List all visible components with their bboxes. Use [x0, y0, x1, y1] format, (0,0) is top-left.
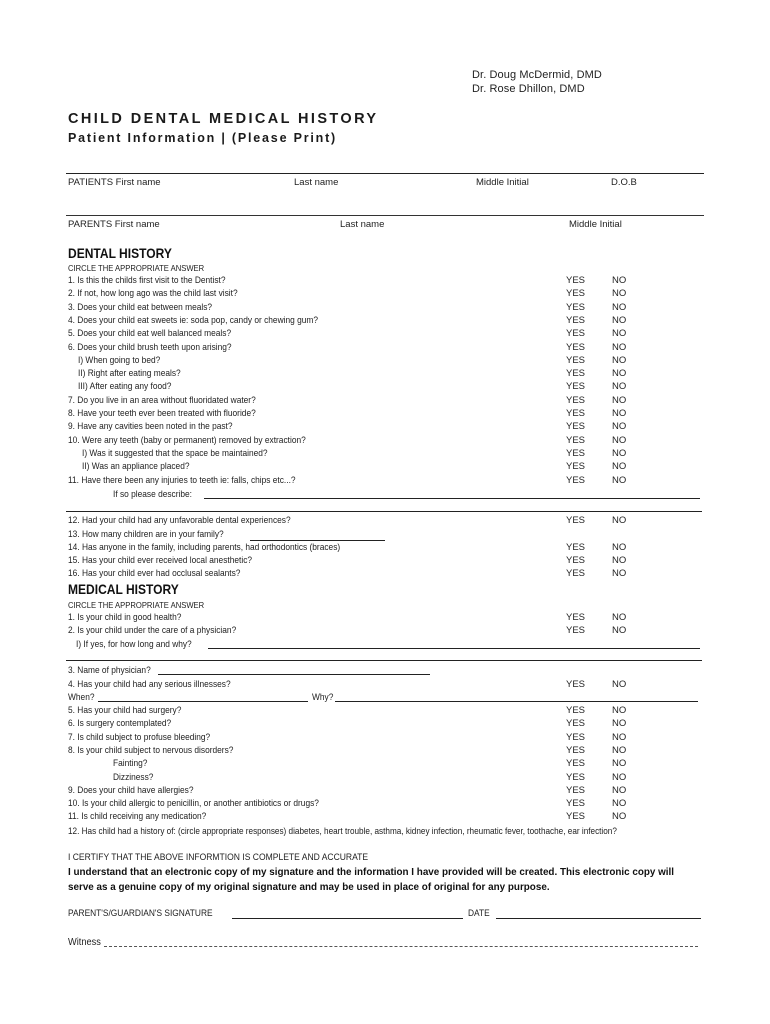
answer-no[interactable]: NO — [612, 395, 627, 406]
date-label: DATE — [468, 908, 490, 919]
answer-no[interactable]: NO — [612, 772, 627, 783]
answer-yes[interactable]: YES — [566, 772, 586, 783]
form-title: CHILD DENTAL MEDICAL HISTORY — [68, 111, 379, 127]
question-text: I) Was it suggested that the space be maintained? — [82, 448, 268, 459]
answer-yes[interactable]: YES — [566, 421, 586, 432]
answer-yes[interactable]: YES — [566, 328, 586, 339]
answer-no[interactable]: NO — [612, 328, 627, 339]
question-text: 9. Does your child have allergies? — [68, 785, 194, 796]
answer-no[interactable]: NO — [612, 408, 627, 419]
answer-yes[interactable]: YES — [566, 555, 586, 566]
medical-q1: 1. Is your child in good health? — [68, 612, 182, 623]
question-text: 1. Is this the childs first visit to the Dentist? — [68, 275, 226, 286]
divider — [66, 215, 704, 216]
physician-care-field[interactable] — [208, 648, 700, 649]
answer-no[interactable]: NO — [612, 732, 627, 743]
answer-no[interactable]: NO — [612, 288, 627, 299]
patient-dob-label: D.O.B — [611, 177, 637, 188]
answer-yes[interactable]: YES — [566, 342, 586, 353]
form-subtitle: Patient Information | (Please Print) — [68, 131, 338, 145]
answer-no[interactable]: NO — [612, 745, 627, 756]
answer-yes[interactable]: YES — [566, 785, 586, 796]
medical-history-heading: MEDICAL HISTORY — [68, 581, 179, 597]
answer-yes[interactable]: YES — [566, 745, 586, 756]
answer-no[interactable]: NO — [612, 612, 627, 623]
signature-label: PARENT'S/GUARDIAN'S SIGNATURE — [68, 908, 213, 919]
question-text: 14. Has anyone in the family, including parents, had orthodontics (braces) — [68, 542, 341, 553]
question-text: 11. Is child receiving any medication? — [68, 811, 207, 822]
answer-no[interactable]: NO — [612, 342, 627, 353]
medical-q3: 3. Name of physician? — [68, 665, 151, 676]
patient-first-name-label: PATIENTS First name — [68, 177, 161, 188]
answer-yes[interactable]: YES — [566, 435, 586, 446]
answer-yes[interactable]: YES — [566, 395, 586, 406]
doctor-name-2: Dr. Rose Dhillon, DMD — [472, 83, 585, 95]
medical-instruction: CIRCLE THE APPROPRIATE ANSWER — [68, 600, 205, 610]
answer-yes[interactable]: YES — [566, 718, 586, 729]
question-text: 6. Is surgery contemplated? — [68, 718, 172, 729]
question-text: 8. Have your teeth ever been treated with fluoride? — [68, 408, 256, 419]
date-field[interactable] — [496, 918, 701, 919]
describe-label: If so please describe: — [113, 489, 193, 500]
question-text: 10. Is your child allergic to penicillin, or another antibiotics or drugs? — [68, 798, 319, 809]
answer-yes[interactable]: YES — [566, 448, 586, 459]
question-text: 16. Has your child ever had occlusal sealants? — [68, 568, 241, 579]
answer-no[interactable]: NO — [612, 421, 627, 432]
answer-yes[interactable]: YES — [566, 798, 586, 809]
when-field[interactable] — [98, 701, 308, 702]
question-text: Fainting? — [113, 758, 148, 769]
parent-last-name-label: Last name — [340, 219, 385, 230]
answer-yes[interactable]: YES — [566, 288, 586, 299]
medical-q12: 12. Has child had a history of: (circle appropriate responses) diabetes, heart trouble, asthma, kidney infection, rheumatic fever, toothache, ear infection? — [68, 826, 617, 836]
question-text: 2. If not, how long ago was the child last visit? — [68, 288, 238, 299]
question-text: 5. Has your child had surgery? — [68, 705, 182, 716]
parent-middle-initial-label: Middle Initial — [569, 219, 622, 230]
question-text: 11. Have there been any injuries to teeth ie: falls, chips etc...? — [68, 475, 296, 486]
question-text: II) Right after eating meals? — [78, 368, 181, 379]
doctor-name-1: Dr. Doug McDermid, DMD — [472, 69, 602, 81]
answer-no[interactable]: NO — [612, 475, 627, 486]
question-text: 13. How many children are in your family? — [68, 529, 224, 540]
divider — [66, 511, 702, 512]
why-label: Why? — [312, 692, 334, 703]
answer-no[interactable]: NO — [612, 568, 627, 579]
question-text: III) After eating any food? — [78, 381, 172, 392]
dental-instruction: CIRCLE THE APPROPRIATE ANSWER — [68, 263, 205, 273]
answer-no[interactable]: NO — [612, 275, 627, 286]
answer-no[interactable]: NO — [612, 705, 627, 716]
patient-middle-initial-label: Middle Initial — [476, 177, 529, 188]
answer-yes[interactable]: YES — [566, 368, 586, 379]
dental-history-heading: DENTAL HISTORY — [68, 245, 172, 261]
question-text: I) When going to bed? — [78, 355, 161, 366]
medical-q4: 4. Has your child had any serious illnesses? — [68, 679, 231, 690]
describe-field[interactable] — [204, 498, 700, 499]
why-field[interactable] — [335, 701, 698, 702]
witness-field[interactable] — [104, 946, 698, 947]
when-label: When? — [68, 692, 95, 703]
answer-no[interactable]: NO — [612, 381, 627, 392]
question-text: 15. Has your child ever received local anesthetic? — [68, 555, 253, 566]
answer-yes[interactable]: YES — [566, 515, 586, 526]
children-count-field[interactable] — [250, 540, 385, 541]
answer-yes[interactable]: YES — [566, 732, 586, 743]
answer-no[interactable]: NO — [612, 555, 627, 566]
witness-label: Witness — [68, 936, 101, 948]
answer-yes[interactable]: YES — [566, 679, 586, 690]
question-text: Dizziness? — [113, 772, 154, 783]
medical-q2-sub: I) If yes, for how long and why? — [76, 639, 192, 650]
parent-first-name-label: PARENTS First name — [68, 219, 160, 230]
answer-no[interactable]: NO — [612, 355, 627, 366]
answer-no[interactable]: NO — [612, 625, 627, 636]
answer-no[interactable]: NO — [612, 542, 627, 553]
answer-yes[interactable]: YES — [566, 705, 586, 716]
question-text: 12. Had your child had any unfavorable dental experiences? — [68, 515, 291, 526]
answer-no[interactable]: NO — [612, 461, 627, 472]
answer-no[interactable]: NO — [612, 811, 627, 822]
answer-yes[interactable]: YES — [566, 758, 586, 769]
answer-yes[interactable]: YES — [566, 408, 586, 419]
question-text: 7. Is child subject to profuse bleeding? — [68, 732, 211, 743]
question-text: 6. Does your child brush teeth upon arising? — [68, 342, 232, 353]
answer-yes[interactable]: YES — [566, 542, 586, 553]
answer-yes[interactable]: YES — [566, 275, 586, 286]
answer-no[interactable]: NO — [612, 515, 627, 526]
divider — [66, 173, 704, 174]
answer-no[interactable]: NO — [612, 798, 627, 809]
answer-yes[interactable]: YES — [566, 302, 586, 313]
answer-no[interactable]: NO — [612, 302, 627, 313]
answer-yes[interactable]: YES — [566, 475, 586, 486]
answer-no[interactable]: NO — [612, 368, 627, 379]
question-text: 5. Does your child eat well balanced meals? — [68, 328, 232, 339]
certify-statement: I CERTIFY THAT THE ABOVE INFORMTION IS COMPLETE AND ACCURATE — [68, 852, 369, 863]
question-text: 9. Have any cavities been noted in the past? — [68, 421, 233, 432]
physician-name-field[interactable] — [158, 674, 430, 675]
answer-yes[interactable]: YES — [566, 381, 586, 392]
answer-no[interactable]: NO — [612, 315, 627, 326]
electronic-copy-note-1: I understand that an electronic copy of my signature and the information I have provided will be created. This electronic copy will — [68, 866, 675, 878]
answer-no[interactable]: NO — [612, 758, 627, 769]
question-text: 3. Does your child eat between meals? — [68, 302, 213, 313]
answer-yes[interactable]: YES — [566, 568, 586, 579]
divider — [66, 660, 702, 661]
answer-yes[interactable]: YES — [566, 612, 586, 623]
question-text: 10. Were any teeth (baby or permanent) removed by extraction? — [68, 435, 306, 446]
answer-yes[interactable]: YES — [566, 315, 586, 326]
answer-no[interactable]: NO — [612, 448, 627, 459]
answer-yes[interactable]: YES — [566, 461, 586, 472]
electronic-copy-note-2: serve as a genuine copy of my original signature and may be used in place of original for any purpose. — [68, 881, 550, 893]
question-text: 7. Do you live in an area without fluoridated water? — [68, 395, 256, 406]
answer-no[interactable]: NO — [612, 718, 627, 729]
patient-last-name-label: Last name — [294, 177, 339, 188]
answer-no[interactable]: NO — [612, 435, 627, 446]
answer-yes[interactable]: YES — [566, 811, 586, 822]
answer-no[interactable]: NO — [612, 679, 627, 690]
signature-field[interactable] — [232, 918, 463, 919]
answer-yes[interactable]: YES — [566, 355, 586, 366]
question-text: 4. Does your child eat sweets ie: soda pop, candy or chewing gum? — [68, 315, 319, 326]
question-text: II) Was an appliance placed? — [82, 461, 190, 472]
question-text: 8. Is your child subject to nervous disorders? — [68, 745, 234, 756]
medical-q2: 2. Is your child under the care of a physician? — [68, 625, 237, 636]
answer-no[interactable]: NO — [612, 785, 627, 796]
answer-yes[interactable]: YES — [566, 625, 586, 636]
